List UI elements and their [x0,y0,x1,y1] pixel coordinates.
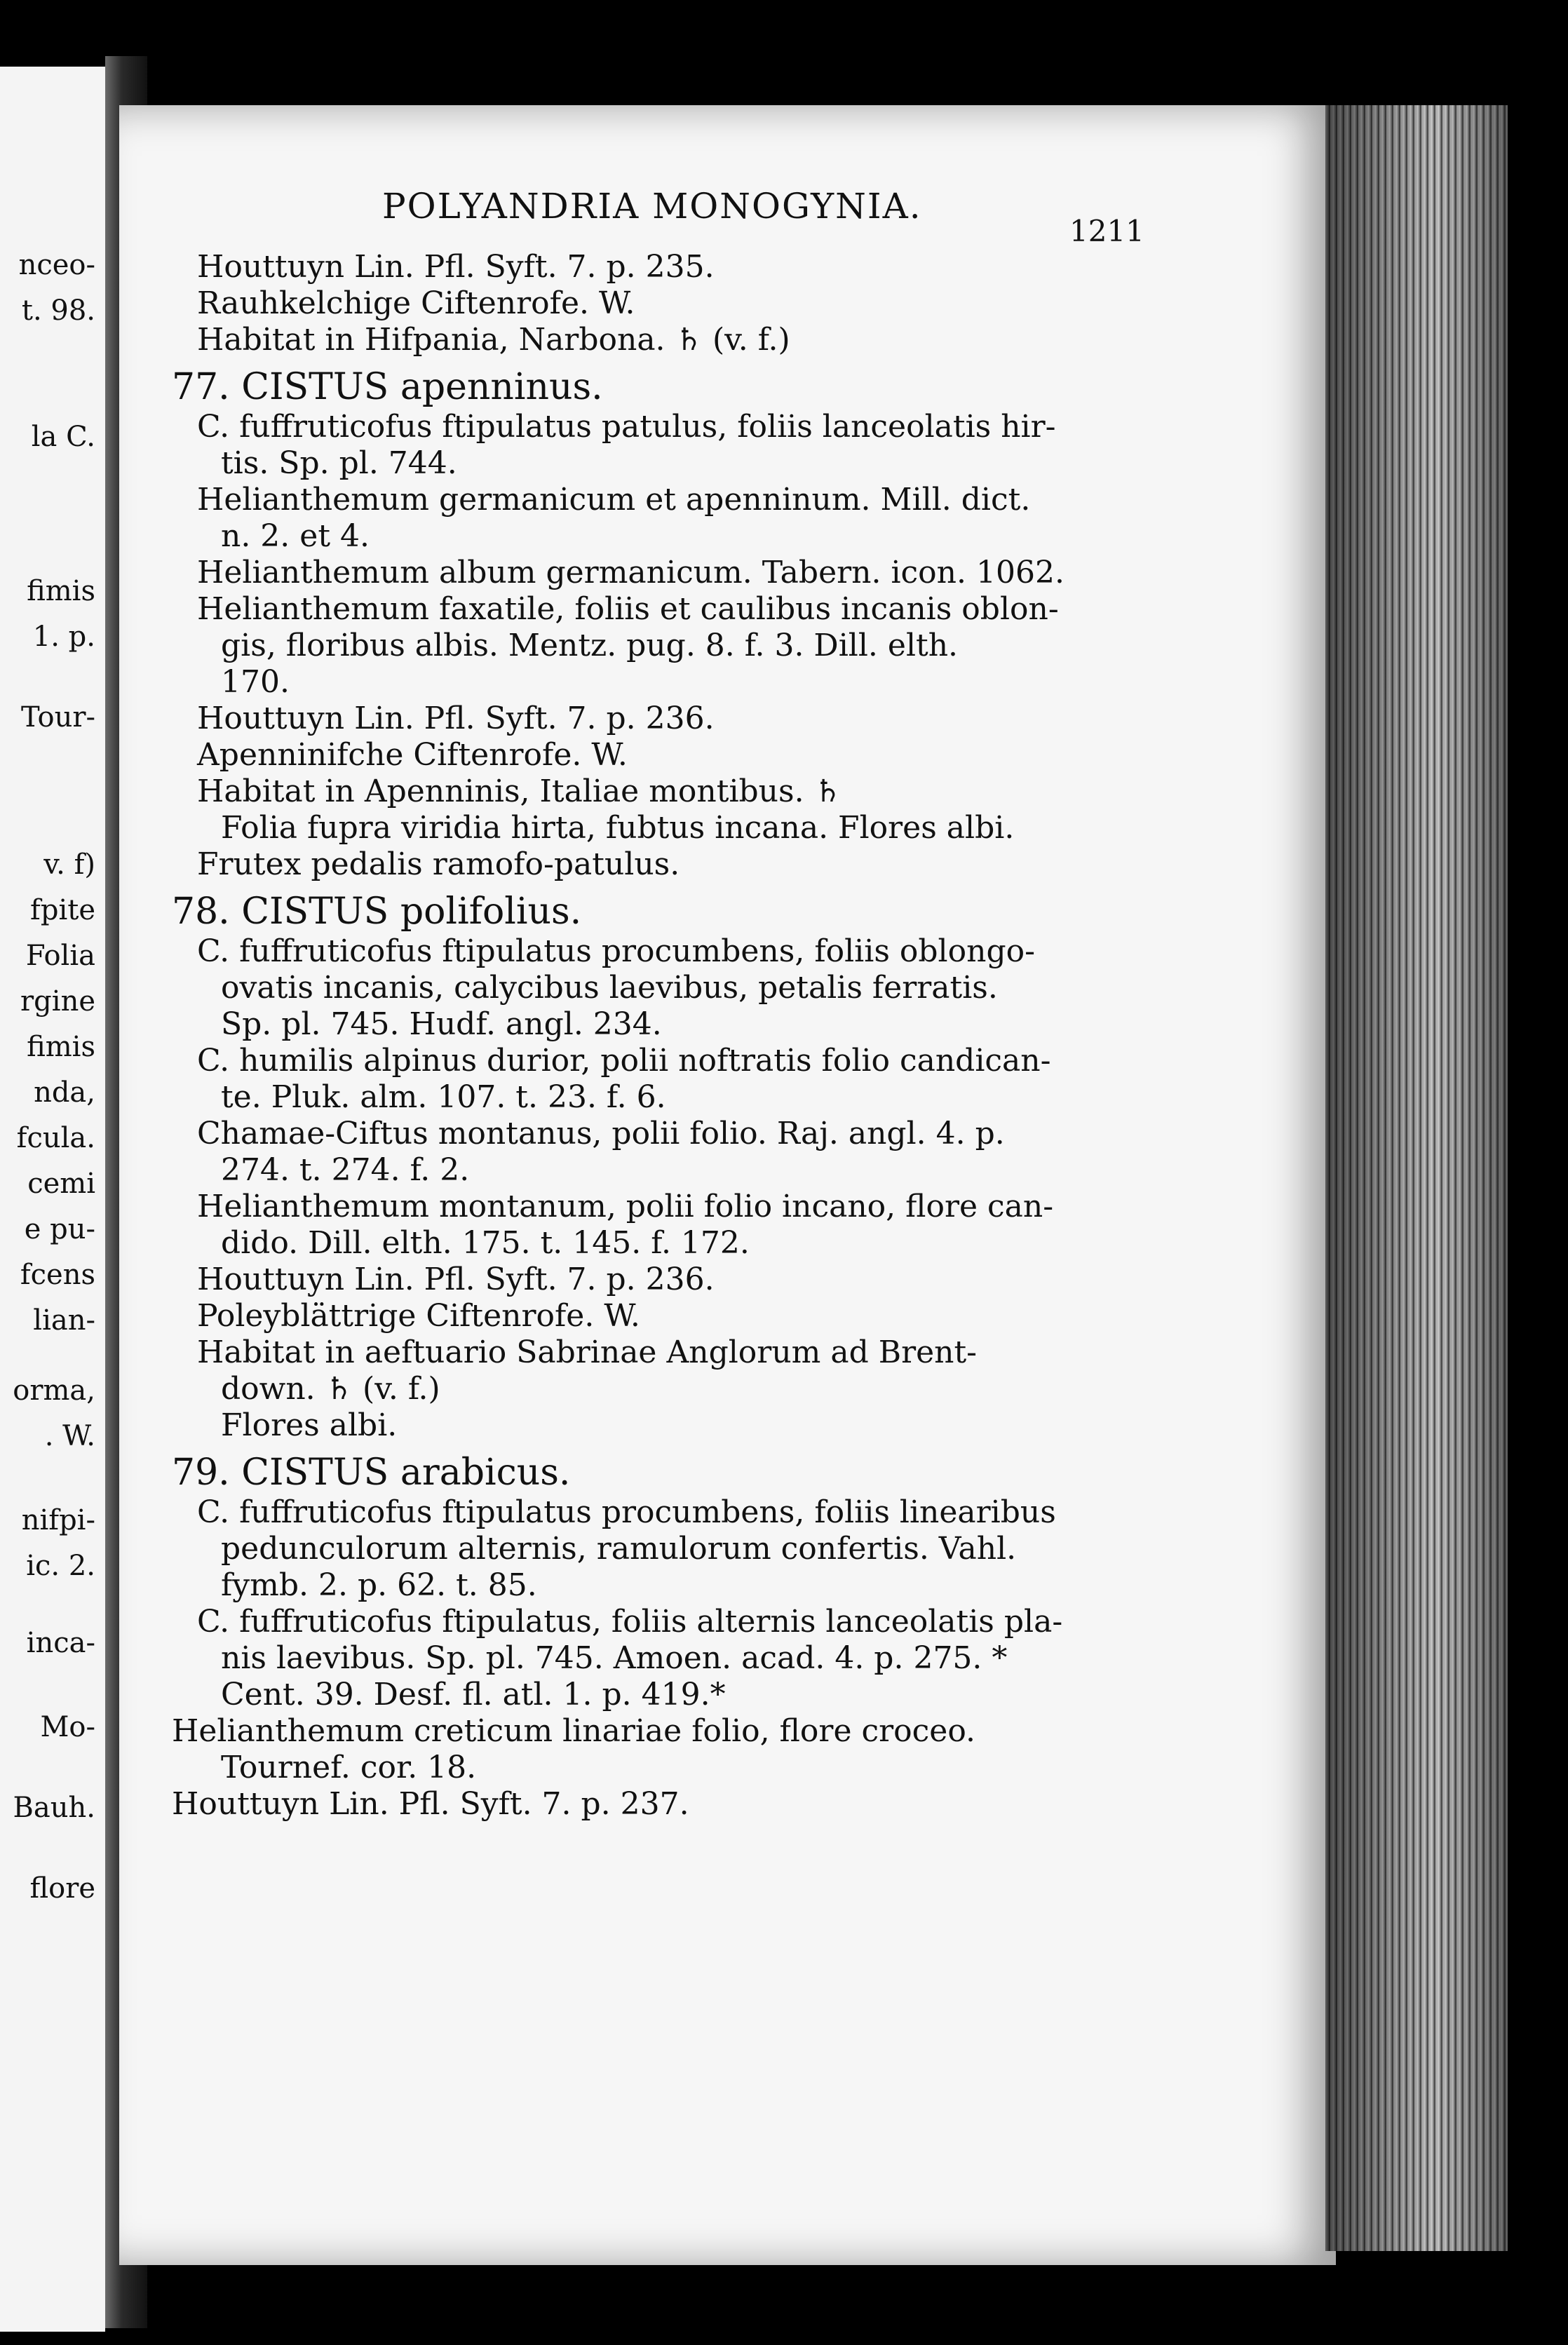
text-line: dido. Dill. elth. 175. t. 145. f. 172. [221,1225,750,1261]
prev-page-fragment: Bauh. [13,1792,95,1824]
text-line: Poleyblättrige Ciftenrofe. W. [197,1298,640,1334]
text-line: Houttuyn Lin. Pfl. Syft. 7. p. 235. [197,249,715,285]
text-line: C. fuffruticofus ftipulatus patulus, foliis lanceolatis hir- [197,409,1056,445]
text-line: Cent. 39. Desf. fl. atl. 1. p. 419.* [221,1677,726,1712]
text-line: Habitat in Hifpania, Narbona. ♄ (v. f.) [197,322,790,358]
text-line: C. fuffruticofus ftipulatus procumbens, foliis linearibus [197,1494,1056,1530]
text-line: gis, floribus albis. Mentz. pug. 8. f. 3. Dill. elth. [221,628,959,663]
text-line: C. humilis alpinus durior, polii noftratis folio candican- [197,1043,1051,1079]
text-line: ovatis incanis, calycibus laevibus, petalis ferratis. [221,970,998,1006]
prev-page-fragment: fimis [27,1031,95,1063]
prev-page-fragment: flore [29,1872,95,1905]
species-heading: 78. CISTUS polifolius. [172,891,582,933]
prev-page-fragment: cemi [27,1168,95,1200]
text-line: C. fuffruticofus ftipulatus, foliis alternis lanceolatis pla- [197,1604,1063,1640]
text-line: Houttuyn Lin. Pfl. Syft. 7. p. 237. [172,1786,689,1822]
species-heading: 79. CISTUS arabicus. [172,1452,571,1494]
text-line: fymb. 2. p. 62. t. 85. [221,1567,537,1603]
text-line: Habitat in aeftuario Sabrinae Anglorum ad Brent- [197,1334,978,1370]
text-line: Sp. pl. 745. Hudf. angl. 234. [221,1006,662,1042]
text-line: pedunculorum alternis, ramulorum confertis. Vahl. [221,1531,1017,1567]
text-line: 274. t. 274. f. 2. [221,1152,470,1188]
prev-page-fragment: inca- [26,1627,95,1659]
prev-page-fragment: . W. [44,1420,95,1452]
text-line: tis. Sp. pl. 744. [221,445,457,481]
prev-page-fragment: Mo- [40,1711,95,1743]
text-line: Apenninifche Ciftenrofe. W. [197,737,628,773]
text-line: Frutex pedalis ramofo-patulus. [197,846,680,882]
text-line: Helianthemum germanicum et apenninum. Mill. dict. [197,482,1031,518]
prev-page-fragment: orma, [13,1374,95,1407]
prev-page-fragment: la C. [31,421,95,453]
prev-page-fragment: fimis [27,575,95,607]
text-line: Tournef. cor. 18. [221,1750,477,1785]
text-line: Folia fupra viridia hirta, fubtus incana. Flores albi. [221,810,1015,846]
prev-page-fragment: fcula. [16,1122,95,1154]
prev-page-fragment: 1. p. [32,621,95,653]
prev-page-fragment: lian- [33,1304,95,1337]
prev-page-fragment: ic. 2. [26,1550,95,1582]
running-header: POLYANDRIA MONOGYNIA. [382,186,922,227]
prev-page-fragment: fcens [20,1259,95,1291]
prev-page-fragment: Tour- [20,701,95,734]
prev-page-fragment: nifpi- [21,1504,95,1536]
page-edge-shadow [1325,105,1508,2251]
prev-page-fragment: v. f) [43,849,95,881]
prev-page-fragment: Folia [25,940,95,972]
text-line: Rauhkelchige Ciftenrofe. W. [197,285,635,321]
text-line: 170. [221,664,290,700]
prev-page-fragment: e pu- [24,1213,95,1245]
text-line: Houttuyn Lin. Pfl. Syft. 7. p. 236. [197,701,715,736]
text-line: Helianthemum montanum, polii folio incano, flore can- [197,1189,1054,1224]
prev-page-fragment: rgine [20,985,95,1018]
previous-page [0,67,105,2332]
text-line: Helianthemum faxatile, foliis et caulibus incanis oblon- [197,591,1059,627]
prev-page-fragment: nda, [34,1076,95,1109]
species-heading: 77. CISTUS apenninus. [172,366,603,408]
text-line: C. fuffruticofus ftipulatus procumbens, foliis oblongo- [197,933,1035,969]
text-line: Habitat in Apenninis, Italiae montibus. ♄ [197,773,842,809]
page-text [172,249,1154,1823]
text-line: Helianthemum album germanicum. Tabern. icon. 1062. [197,555,1065,590]
prev-page-fragment: fpite [30,894,95,926]
text-line: te. Pluk. alm. 107. t. 23. f. 6. [221,1079,666,1115]
text-line: nis laevibus. Sp. pl. 745. Amoen. acad. 4. p. 275. * [221,1640,1008,1676]
prev-page-fragment: nceo- [18,249,95,281]
text-line: Chamae-Ciftus montanus, polii folio. Raj. angl. 4. p. [197,1116,1005,1151]
text-line: n. 2. et 4. [221,518,370,554]
text-line: Helianthemum creticum linariae folio, flore croceo. [172,1713,976,1749]
text-line: Houttuyn Lin. Pfl. Syft. 7. p. 236. [197,1262,715,1297]
page-number: 1211 [1069,214,1144,248]
prev-page-fragment: t. 98. [21,295,95,327]
text-line: down. ♄ (v. f.) [221,1371,440,1407]
text-line: Flores albi. [221,1407,398,1443]
